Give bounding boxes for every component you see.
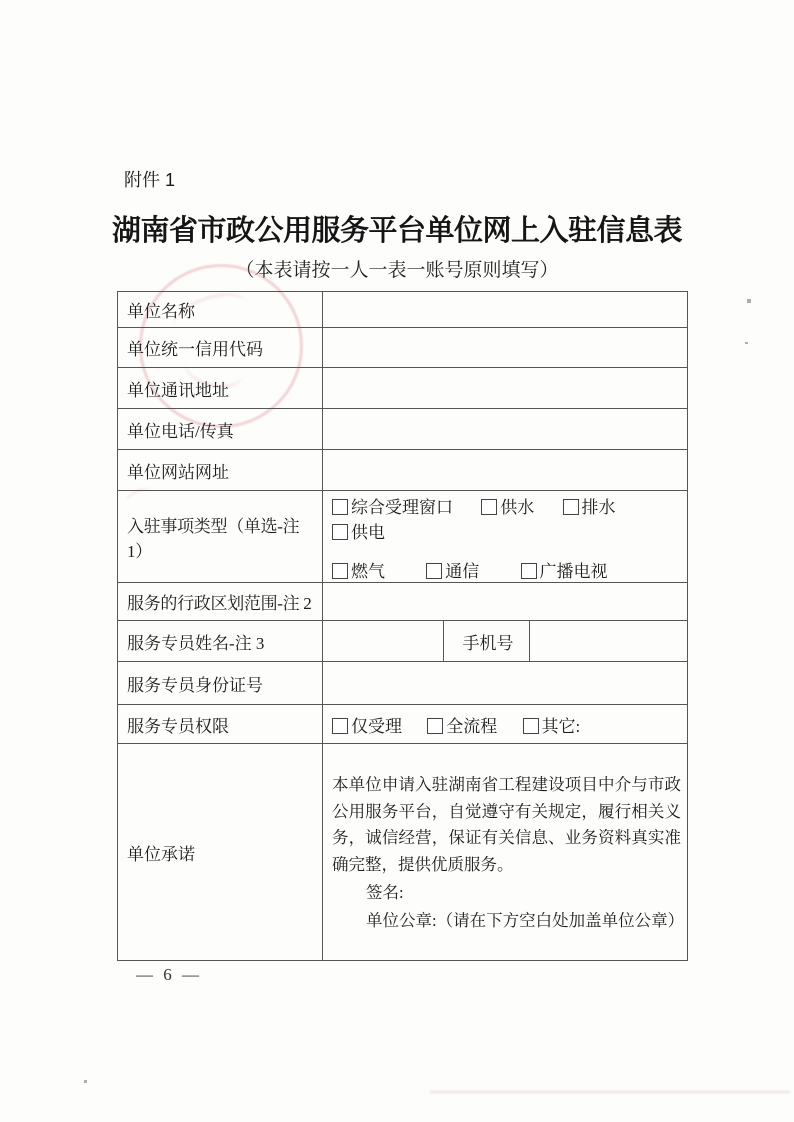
credit-code-field <box>323 328 688 368</box>
commitment-text: 本单位申请入驻湖南省工程建设项目中介与市政公用服务平台，自觉遵守有关规定，履行相关义务，诚信经营，保证有关信息、业务资料真实准确完整，提供优质服务。 <box>332 775 682 874</box>
attachment-label: 附件 1 <box>124 170 176 190</box>
credit-code-label: 单位统一信用代码 <box>118 328 323 368</box>
checkbox-icon <box>332 718 348 734</box>
page-number: — 6 — <box>136 965 202 984</box>
table-row <box>118 409 688 450</box>
phone-fax-label: 单位电话/传真 <box>118 409 323 450</box>
specialist-permission-label: 服务专员权限 <box>118 705 323 744</box>
option-comprehensive-window: 综合受理窗口 <box>332 498 453 517</box>
website-field <box>323 450 688 491</box>
website-label: 单位网站网址 <box>118 450 323 491</box>
phone-fax-field <box>323 409 688 450</box>
specialist-name-field <box>323 621 444 662</box>
option-accept-only: 仅受理 <box>332 717 402 736</box>
commitment-label: 单位承诺 <box>118 744 323 961</box>
entry-type-label: 入驻事项类型（单选-注 1） <box>118 491 323 583</box>
table-row <box>118 328 688 368</box>
option-broadcast-tv: 广播电视 <box>521 562 608 581</box>
checkbox-icon <box>521 563 537 579</box>
phone-number-label: 手机号 <box>444 621 530 662</box>
admin-region-label: 服务的行政区划范围-注 2 <box>118 583 323 621</box>
checkbox-icon <box>332 499 348 515</box>
table-row <box>118 662 688 705</box>
checkbox-icon <box>332 524 348 540</box>
checkbox-icon <box>332 563 348 579</box>
unit-name-label: 单位名称 <box>118 292 323 328</box>
unit-name-field <box>323 292 688 328</box>
table-row <box>118 292 688 328</box>
table-row <box>118 491 688 583</box>
specialist-permission-options <box>323 705 688 744</box>
specialist-id-label: 服务专员身份证号 <box>118 662 323 705</box>
checkbox-icon <box>563 499 579 515</box>
scan-noise-dot <box>745 342 748 344</box>
table-row <box>118 621 688 662</box>
address-field <box>323 368 688 409</box>
checkbox-icon <box>481 499 497 515</box>
checkbox-icon <box>427 718 443 734</box>
table-row <box>118 583 688 621</box>
option-water-supply: 供水 <box>481 498 534 517</box>
scan-noise-dot <box>747 299 751 303</box>
phone-number-field <box>530 621 688 662</box>
entry-type-options <box>323 491 688 583</box>
signature-label: 签名: <box>366 883 404 902</box>
option-power-supply: 供电 <box>332 523 385 542</box>
document-subtitle: （本表请按一人一表一账号原则填写） <box>235 260 559 281</box>
specialist-id-field <box>323 662 688 705</box>
unit-seal-label: 单位公章:（请在下方空白处加盖单位公章） <box>366 911 685 930</box>
option-other: 其它: <box>523 717 581 736</box>
document-title: 湖南省市政公用服务平台单位网上入驻信息表 <box>111 215 682 247</box>
table-row <box>118 705 688 744</box>
option-drainage: 排水 <box>563 498 616 517</box>
option-full-process: 全流程 <box>427 717 497 736</box>
option-telecom: 通信 <box>426 562 479 581</box>
scan-smudge <box>430 1091 790 1093</box>
admin-region-field <box>323 583 688 621</box>
address-label: 单位通讯地址 <box>118 368 323 409</box>
checkbox-icon <box>426 563 442 579</box>
entry-type-options-line2 <box>332 557 681 582</box>
entry-type-options-line1 <box>332 493 681 543</box>
scan-noise-dot <box>84 1080 87 1083</box>
registration-form-table <box>117 291 688 961</box>
table-row <box>118 744 688 961</box>
option-gas: 燃气 <box>332 562 385 581</box>
table-row <box>118 450 688 491</box>
checkbox-icon <box>523 718 539 734</box>
commitment-cell <box>323 744 688 961</box>
specialist-name-label: 服务专员姓名-注 3 <box>118 621 323 662</box>
table-row <box>118 368 688 409</box>
